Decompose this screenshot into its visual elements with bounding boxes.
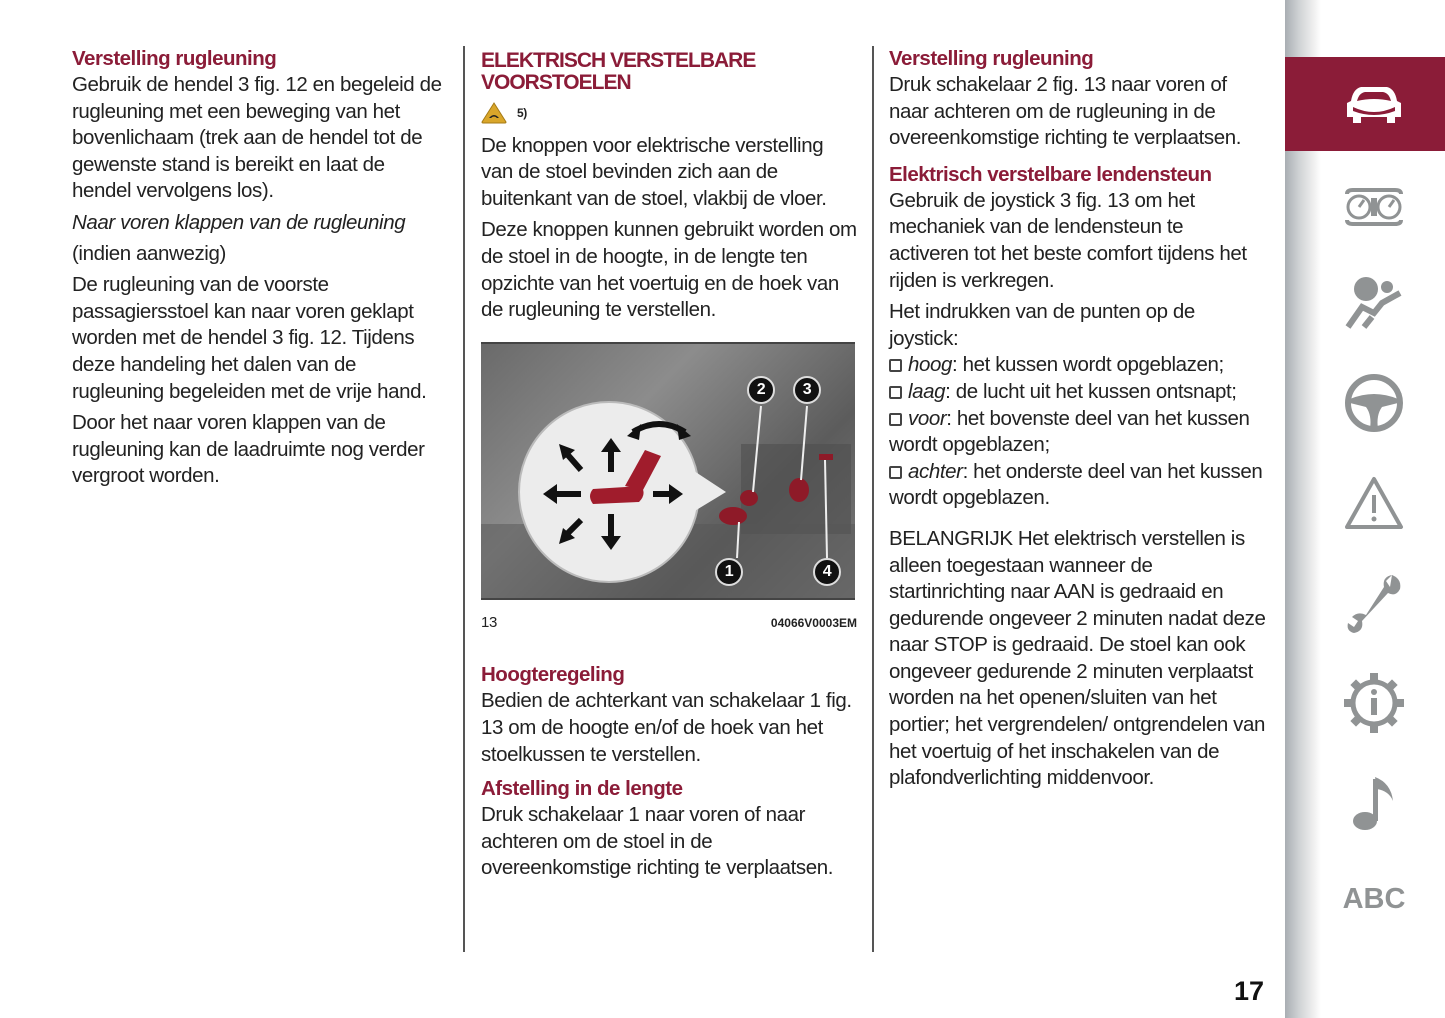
section-heading: Afstelling in de lengte [481,777,683,801]
checkbox-bullet-icon [889,466,902,479]
paragraph: Het indrukken van de punten op de joystick: [889,300,1195,350]
bullet-list [889,352,1267,512]
warning-road-icon [481,102,507,124]
warning-reference[interactable] [481,100,857,127]
subheading-italic: Naar voren klappen van de rugleuning [72,210,406,234]
checkbox-bullet-icon [889,386,902,399]
sidebar-item-multimedia[interactable] [1285,756,1445,850]
abc-index-label: ABC [1342,882,1406,915]
section-heading: Verstelling rugleuning [72,47,277,70]
callout-2: 2 [747,376,775,404]
section-heading: Verstelling rugleuning [889,47,1094,70]
seat-controls-figure [481,342,855,600]
paragraph: Deze knoppen kunnen gebruikt worden om de stoel in de hoogte, in de lengte ten opzichte van het voertuig en de hoek van de rugleuning te verstellen. [481,218,857,322]
paragraph: Gebruik de hendel 3 fig. 12 en begeleid de rugleuning met een beweging van het bovenlichaam (trek aan de hendel tot de gewenste stand is bereikt en laat de hendel vervolgens los). [72,73,442,203]
paragraph: Bedien de achterkant van schakelaar 1 fig. 13 om de hoogte en/of de hoek van het stoelkussen te verstellen. [481,689,852,766]
chapter-heading: ELEKTRISCH VERSTELBARE VOORSTOELEN [481,49,756,94]
sidebar-item-technical-data[interactable] [1285,656,1445,750]
column-3 [889,46,1267,797]
paragraph: Druk schakelaar 2 fig. 13 naar voren of naar achteren om de rugleuning in de overeenkomstige richting te verplaatsen. [889,73,1242,150]
important-note: BELANGRIJK Het elektrisch verstellen is alleen toegestaan wanneer de startinrichting naar AAN is gedraaid en gedurende ongeveer 2 minuten nadat deze naar STOP is gedraaid. De stoel kan ook ongeveer gedurende 2 minuten verplaatst worden na het openen/sluiten van het portier; het vergrendelen/ ontgrendelen van het voertuig of het inschakelen van de plafondverlichting middenvoor. [889,526,1266,790]
steering-wheel-icon [1344,373,1404,433]
dashboard-gauges-icon [1341,188,1407,226]
sidebar-item-safety[interactable] [1285,256,1445,350]
figure-code: 04066V0003EM [770,615,857,630]
list-item: voor: het bovenste deel van het kussen wordt opgeblazen; [889,406,1250,457]
figure-caption [481,610,857,637]
checkbox-bullet-icon [889,413,902,426]
sidebar-item-car[interactable] [1285,57,1445,151]
subheading-note: (indien aanwezig) [72,241,226,265]
figure-number: 13 [481,613,497,631]
section-heading: Hoogteregeling [481,663,625,687]
callout-3: 3 [793,376,821,404]
sidebar-item-index[interactable] [1285,852,1445,946]
column-1 [72,46,442,495]
paragraph: De rugleuning van de voorste passagiersstoel kan naar voren geklapt worden met de hendel 3 fig. 12. Tijdens deze handeling het dalen van de rugleuning begeleiden met de vrije hand. [72,273,427,403]
paragraph: Gebruik de joystick 3 fig. 13 om het mechaniek van de lendensteun te activeren tot het beste comfort tijdens het rijden is verkregen. [889,188,1247,292]
chapter-sidebar [1285,0,1445,1018]
music-note-icon [1349,773,1399,833]
list-item: hoog: het kussen wordt opgeblazen; [889,352,1267,379]
list-item: achter: het onderste deel van het kussen wordt opgeblazen. [889,459,1263,510]
wrench-icon [1344,571,1404,635]
column-divider [872,46,874,952]
column-2 [481,46,857,887]
column-divider [463,46,465,952]
airbag-icon [1344,273,1404,333]
sidebar-item-driving[interactable] [1285,356,1445,450]
list-item: laag: de lucht uit het kussen ontsnapt; [889,379,1267,406]
gear-info-icon [1343,672,1405,734]
sidebar-item-emergency[interactable] [1285,456,1445,550]
warning-triangle-icon [1343,475,1405,531]
paragraph: Druk schakelaar 1 naar voren of naar achteren om de stoel in de overeenkomstige richting te verplaatsen. [481,803,834,880]
sidebar-item-dashboard[interactable] [1285,160,1445,254]
callout-4: 4 [813,558,841,586]
checkbox-bullet-icon [889,359,902,372]
sidebar-item-maintenance[interactable] [1285,556,1445,650]
section-heading: Elektrisch verstelbare lendensteun [889,162,1212,186]
page-number: 17 [1234,976,1265,1006]
paragraph: De knoppen voor elektrische verstelling van de stoel bevinden zich aan de buitenkant van de stoel, vlakbij de vloer. [481,133,827,210]
car-icon [1343,83,1405,125]
callout-1: 1 [715,558,743,586]
paragraph: Door het naar voren klappen van de rugleuning kan de laadruimte nog verder vergroot worden. [72,411,425,488]
warning-ref-number: 5) [517,106,527,120]
